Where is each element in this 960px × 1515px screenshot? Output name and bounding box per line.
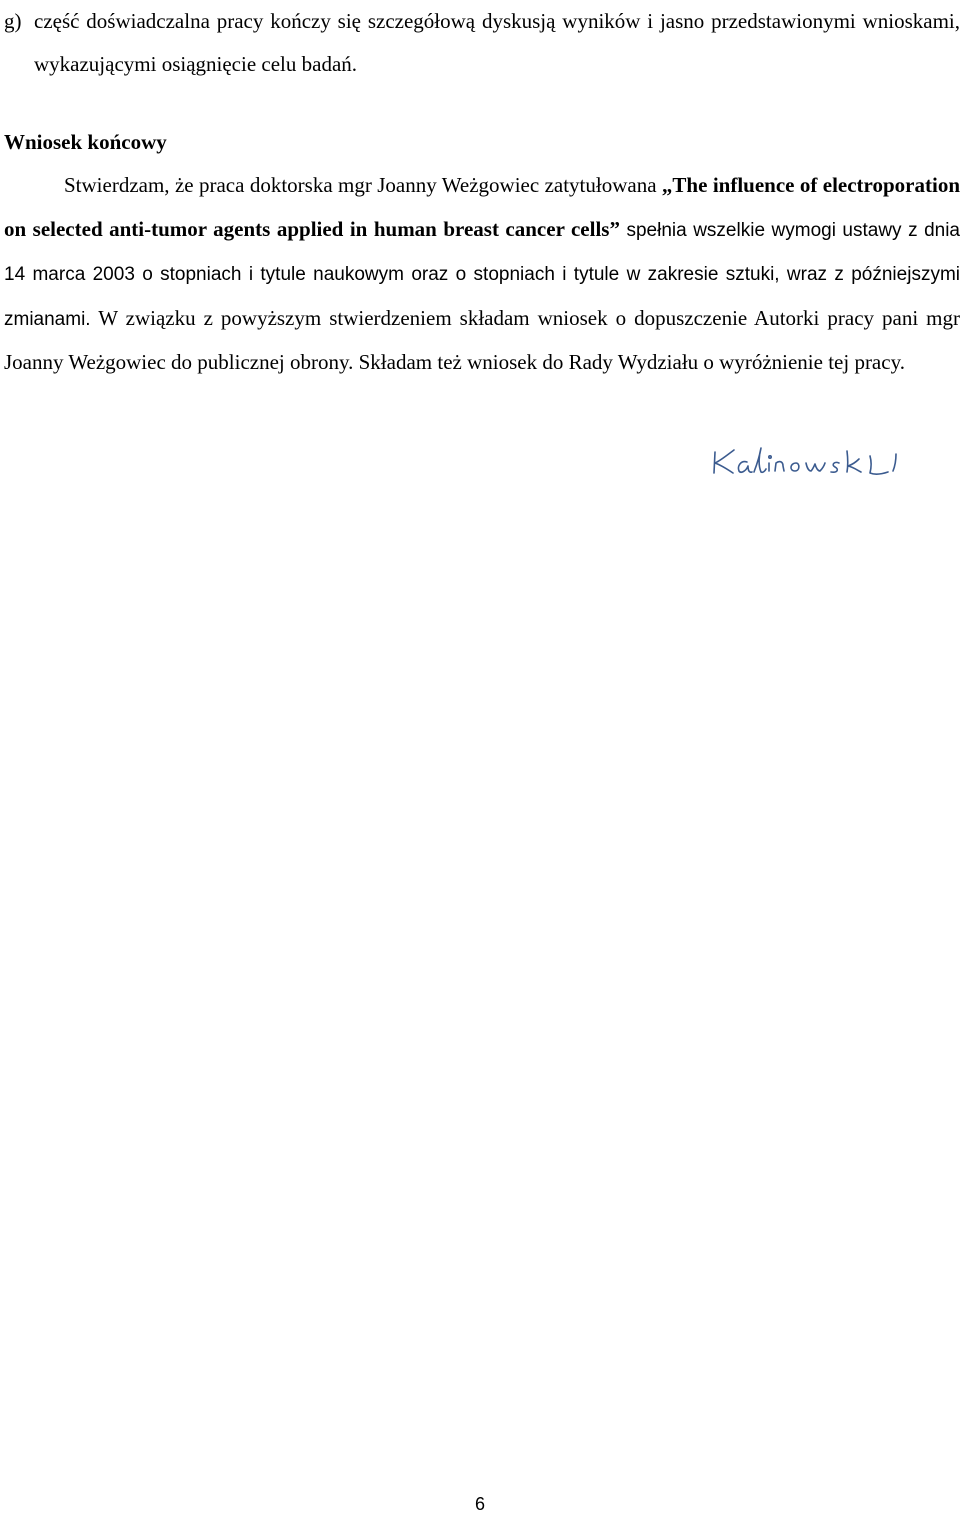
conclusion-intro: Stwierdzam, że praca doktorska mgr Joanny Weżgowiec zatytułowana — [64, 173, 662, 197]
conclusion-legal-text: spełnia wszelkie wymogi ustawy z dnia 14 marca 2003 o stopniach i tytule naukowym oraz o stopniach i tytule w zakresie sztuki, wraz z późniejszymi zmianami. — [4, 219, 960, 330]
list-marker: g) — [4, 9, 22, 33]
conclusion-motion-text: W związku z powyższym stwierdzeniem składam wniosek o dopuszczenie Autorki pracy pani mgr Joanny Weżgowiec do publicznej obrony. Składam też wniosek do Rady Wydziału o wyróżnienie tej pracy. — [4, 305, 960, 374]
handwritten-signature — [710, 442, 905, 478]
list-item-g — [4, 0, 960, 86]
list-item-text: część doświadczalna pracy kończy się szczegółową dyskusją wyników i jasno przedstawionymi wnioskami, wykazującymi osiągnięcie celu badań. — [34, 9, 960, 76]
thesis-title: „The influence of electroporation on selected anti-tumor agents applied in human breast cancer cells” — [4, 173, 960, 241]
conclusion-paragraph — [4, 164, 960, 385]
section-heading: Wniosek końcowy — [4, 130, 167, 154]
page-number: 6 — [474, 1494, 485, 1514]
